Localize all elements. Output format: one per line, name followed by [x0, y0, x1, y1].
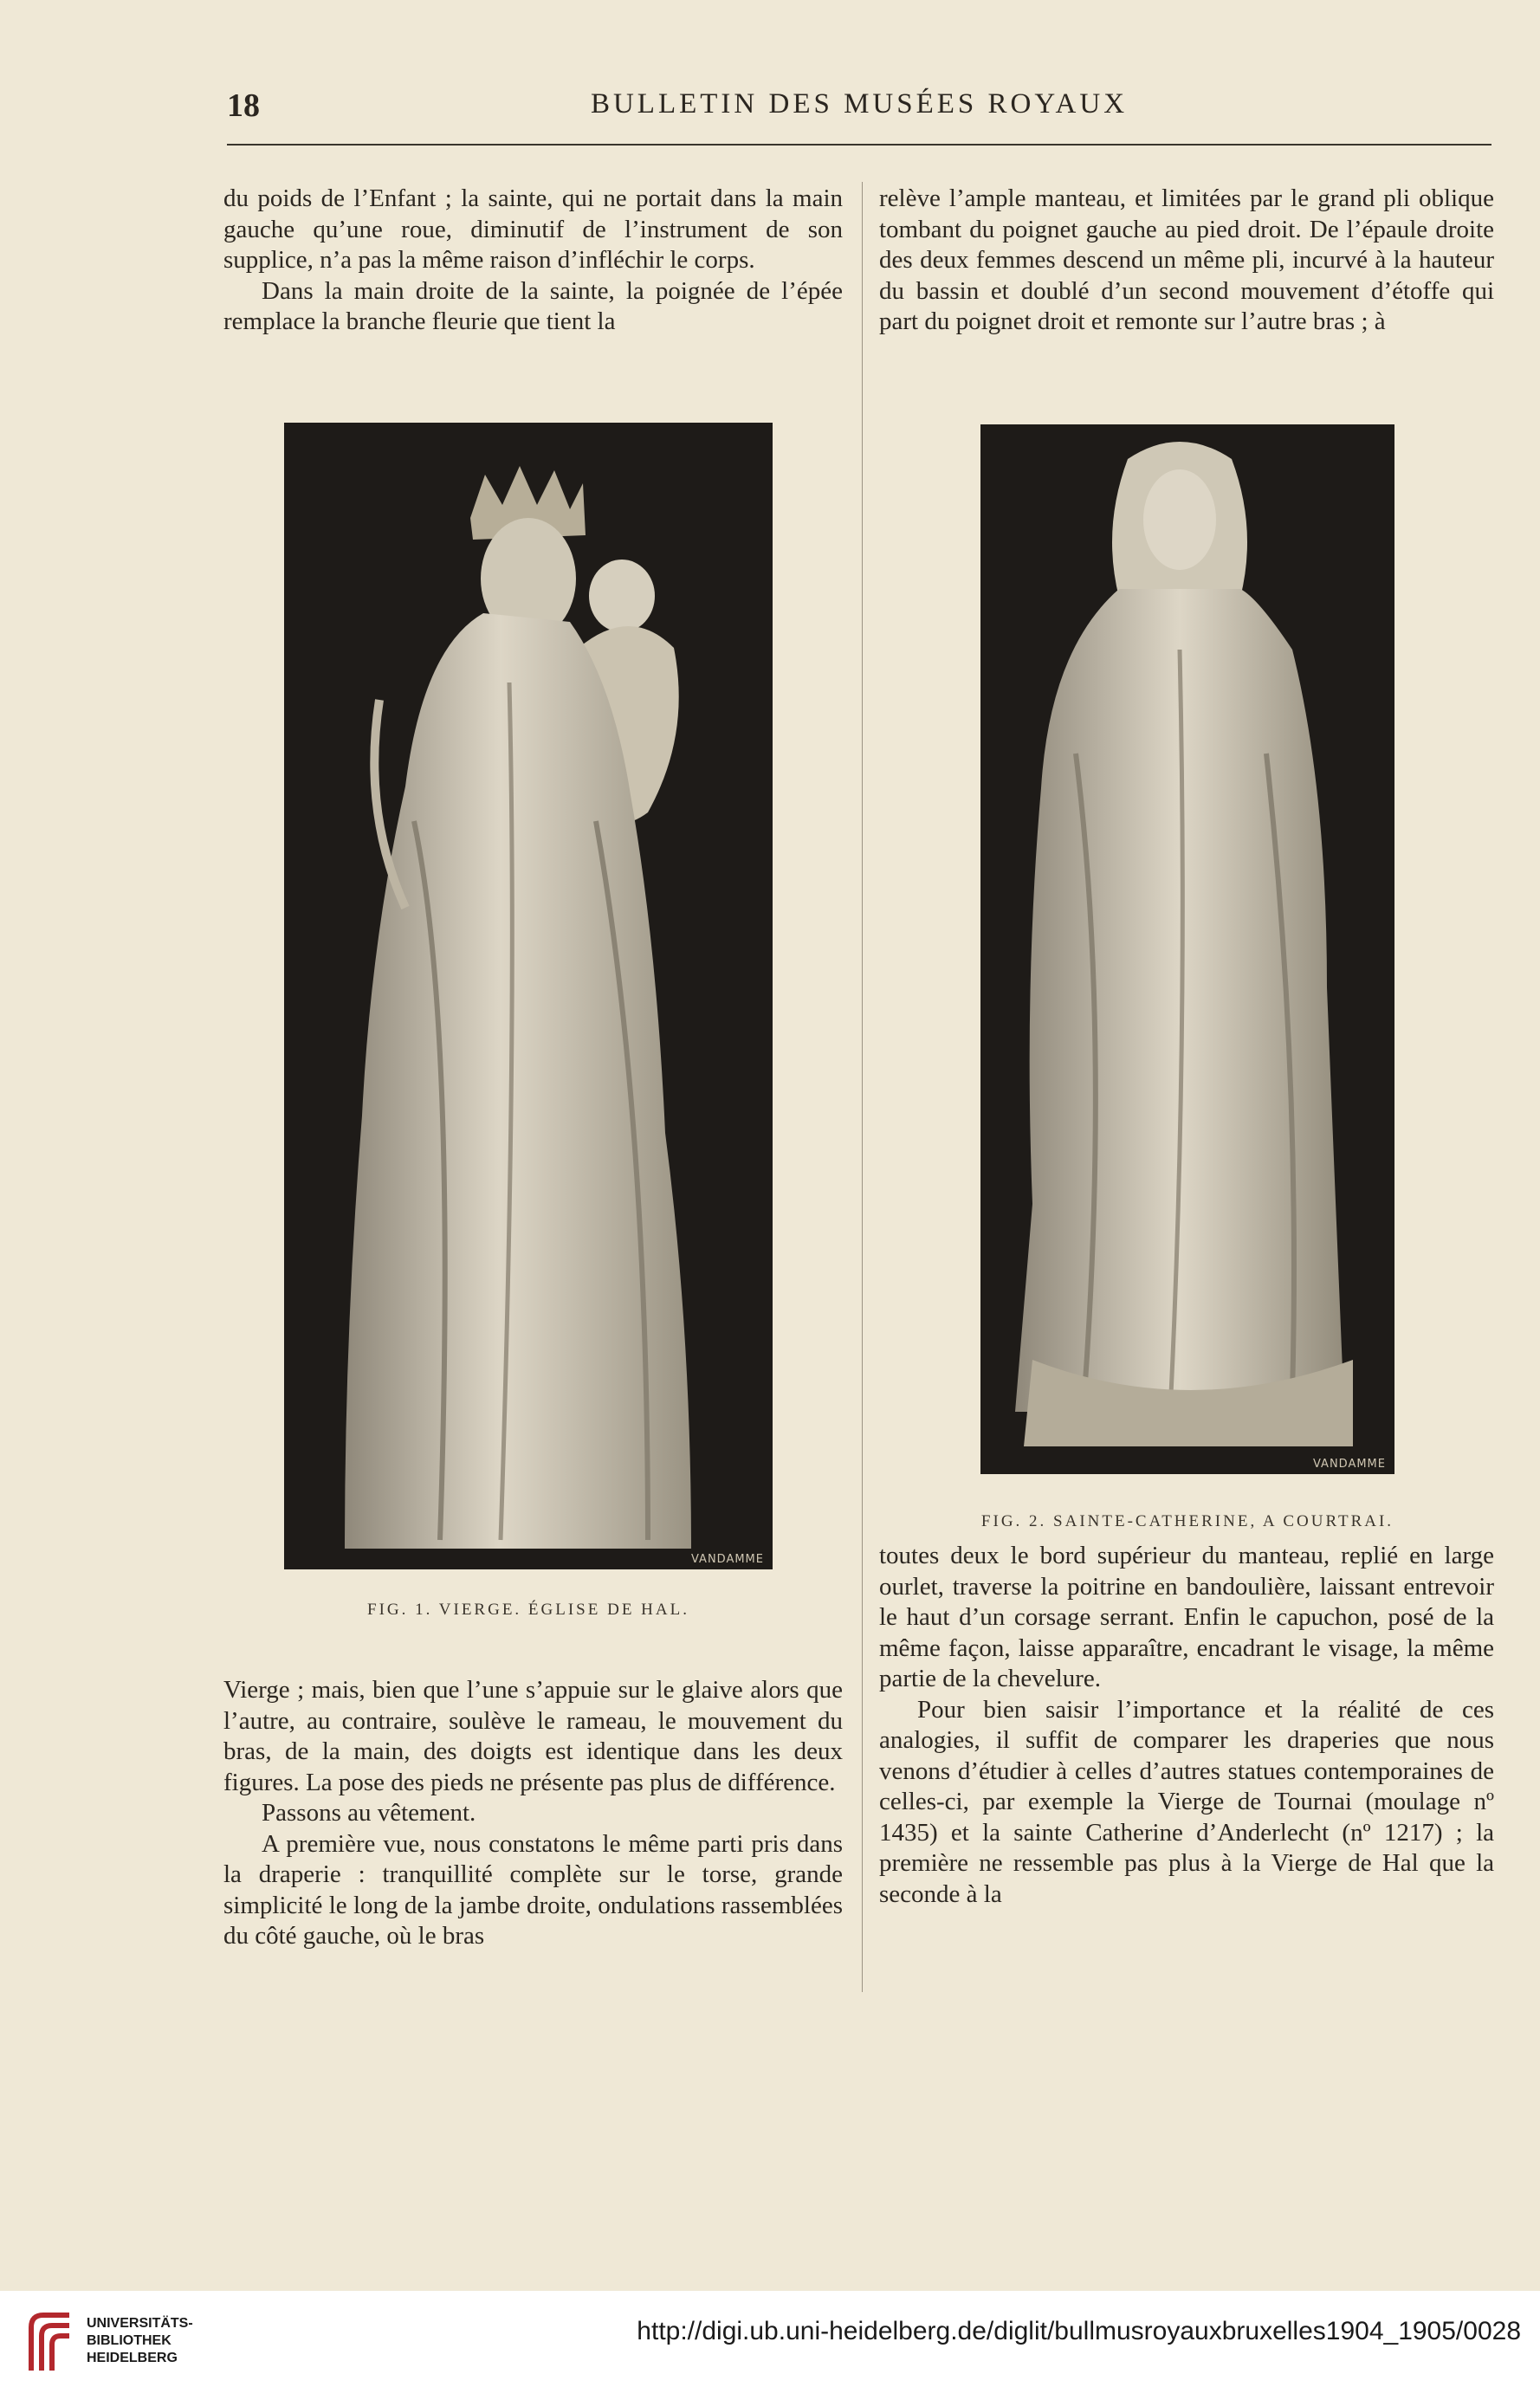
virgin-statue-image	[284, 423, 773, 1569]
figure-2-photo	[980, 424, 1394, 1474]
paragraph: Vierge ; mais, bien que l’une s’appuie sur le glaive alors que l’autre, au contraire, soulève le rameau, le mouvement du bras, de la main, des doigts est identique dans les deux figures. La pose des pieds ne présente pas plus de différence.	[223, 1676, 843, 1796]
library-name-line: BIBLIOTHEK	[87, 2333, 171, 2348]
figure-1-photo	[284, 423, 773, 1569]
header-rule	[227, 144, 1491, 146]
column-divider	[862, 182, 863, 1992]
paragraph: Pour bien saisir l’importance et la réalité de ces analogies, il suffit de comparer les draperies que nous venons d’étudier à celles d’autres statues contemporaines de celles-ci, par exemple la Vierge de Tournai (moulage nº 1435) et la sainte Catherine d’Anderlecht (nº 1217) ; la première ne ressemble pas plus à la Vierge de Hal que la seconde à la	[879, 1695, 1494, 1908]
page-number: 18	[227, 87, 260, 124]
paragraph: du poids de l’Enfant ; la sainte, qui ne portait dans la main gauche qu’une roue, diminutif de l’instrument de son supplice, n’a pas la même raison d’infléchir le corps.	[223, 184, 843, 274]
running-title: BULLETIN DES MUSÉES ROYAUX	[590, 88, 1129, 120]
paragraph: relève l’ample manteau, et limitées par le grand pli oblique tombant du poignet gauche au pied droit. De l’épaule droite des deux femmes descend un même pli, incurvé à la hauteur du bassin et doublé d’un second mouvement d’étoffe qui part du poignet droit et remonte sur l’autre bras ; à	[879, 184, 1494, 335]
library-name-line: UNIVERSITÄTS-	[87, 2316, 193, 2331]
library-logo-icon	[24, 2310, 76, 2376]
figure-1-caption: FIG. 1. VIERGE. ÉGLISE DE HAL.	[367, 1601, 689, 1619]
left-column-top	[223, 184, 843, 338]
right-column-top	[879, 184, 1494, 338]
figure-2-caption: FIG. 2. SAINTE-CATHERINE, A COURTRAI.	[980, 1512, 1394, 1530]
photographer-signature: VANDAMME	[690, 1553, 764, 1566]
left-column-bottom	[223, 1675, 843, 1952]
paragraph: A première vue, nous constatons le même parti pris dans la draperie : tranquillité complète sur le torse, grande simplicité le long de la jambe droite, ondulations rassemblées du côté gauche, où le bras	[223, 1829, 843, 1950]
library-name-line: HEIDELBERG	[87, 2351, 178, 2365]
photographer-signature: VANDAMME	[1312, 1458, 1386, 1471]
paragraph: Passons au vêtement.	[262, 1799, 476, 1827]
saint-catherine-statue-image	[980, 424, 1394, 1474]
source-url[interactable]: http://digi.ub.uni-heidelberg.de/diglit/bullmusroyauxbruxelles1904_1905/0028	[637, 2317, 1521, 2345]
paragraph: toutes deux le bord supérieur du manteau, replié en large ourlet, traverse la poitrine en bandoulière, laissant entrevoir le haut d’un corsage serrant. Enfin le capuchon, posé de la même façon, laisse apparaître, encadrant le visage, la même partie de la chevelure.	[879, 1542, 1494, 1692]
paragraph: Dans la main droite de la sainte, la poignée de l’épée remplace la branche fleurie que tient la	[223, 276, 843, 335]
footer-bar	[0, 2291, 1540, 2400]
right-column-bottom	[879, 1541, 1494, 1910]
page-header	[227, 87, 1491, 139]
library-name	[87, 2315, 193, 2367]
